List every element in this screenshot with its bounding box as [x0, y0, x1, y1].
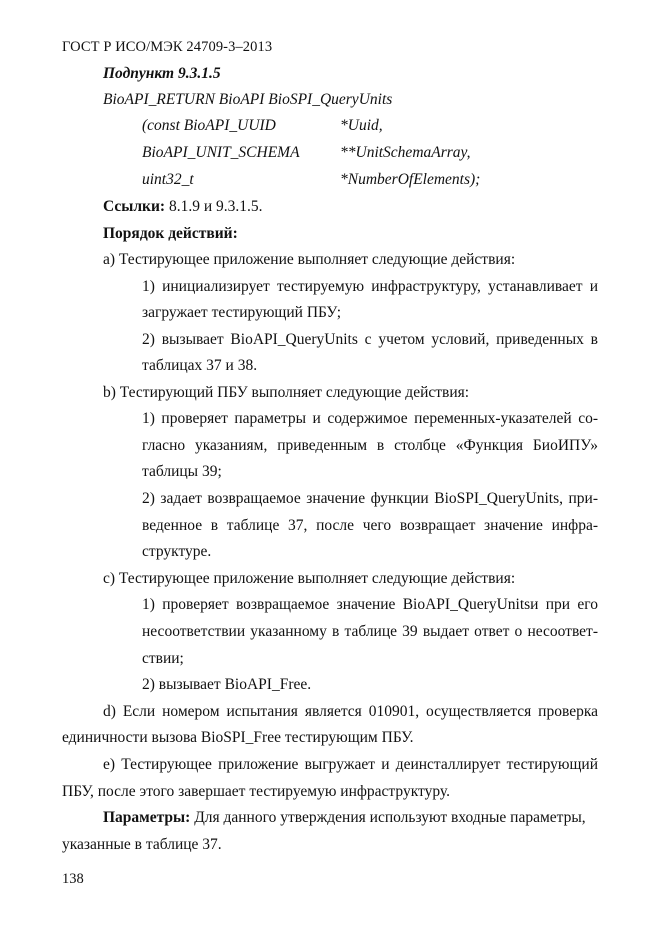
param-type: (const BioAPI_UUID: [142, 117, 276, 134]
step-d-cont: единичности вызова BioSPI_Free тестирующим ПБУ.: [62, 729, 414, 746]
step-a-item-2-cont: таблицах 37 и 38.: [142, 357, 258, 374]
step-e-cont: ПБУ, после этого завершает тестируемую инфраструктуру.: [62, 783, 450, 800]
param-name: **UnitSchemaArray,: [340, 144, 471, 161]
page-number: 138: [62, 871, 84, 887]
step-a-item-1: 1) инициализирует тестируемую инфраструктуру, устанавливает и: [142, 278, 598, 295]
references-line: [103, 197, 263, 217]
param-name: *Uuid,: [340, 117, 383, 134]
parameters-text: Для данного утверждения используют входные параметры,: [194, 809, 586, 826]
step-d: d) Если номером испытания является 010901, осуществляется проверка: [103, 703, 598, 720]
param-type: uint32_t: [142, 171, 194, 188]
function-signature: BioAPI_RETURN BioAPI BioSPI_QueryUnits: [103, 91, 393, 108]
step-c-item-2: 2) вызывает BioAPI_Free.: [142, 676, 312, 693]
param-type: BioAPI_UNIT_SCHEMA: [142, 144, 300, 161]
step-a-intro: a) Тестирующее приложение выполняет следующие действия:: [103, 251, 516, 268]
references-label: Ссылки:: [103, 198, 166, 215]
step-b-item-2-end: структуре.: [142, 543, 212, 560]
procedure-heading: Порядок действий:: [103, 225, 238, 242]
step-c-intro: c) Тестирующее приложение выполняет следующие действия:: [103, 570, 516, 587]
step-c-item-1-end: ствии;: [142, 650, 184, 667]
step-b-item-2-cont: веденное в таблице 37, после чего возвращает значение инфра-: [142, 517, 598, 534]
step-b-item-2: 2) задает возвращаемое значение функции BioSPI_QueryUnits, при-: [142, 490, 598, 507]
step-b-intro: b) Тестирующий ПБУ выполняет следующие действия:: [103, 384, 470, 401]
parameters-line: [103, 808, 586, 828]
parameters-cont: указанные в таблице 37.: [62, 836, 222, 853]
step-b-item-1: 1) проверяет параметры и содержимое переменных-указателей со-: [142, 410, 598, 427]
param-name: *NumberOfElements);: [340, 171, 481, 188]
step-e: e) Тестирующее приложение выгружает и деинсталлирует тестирующий: [103, 756, 598, 773]
step-c-item-1: 1) проверяет возвращаемое значение BioAPI_QueryUnitsи при его: [142, 596, 598, 613]
step-b-item-1-cont: гласно указаниям, приведенным в столбце «Функция БиоИПУ»: [142, 437, 598, 454]
step-c-item-1-cont: несоответствии указанному в таблице 39 выдает ответ о несоответ-: [142, 623, 598, 640]
parameters-label: Параметры:: [103, 809, 191, 826]
step-a-item-1-cont: загружает тестирующий ПБУ;: [142, 304, 342, 321]
step-b-item-1-end: таблицы 39;: [142, 463, 222, 480]
subclause-title: Подпункт 9.3.1.5: [103, 65, 221, 82]
step-a-item-2: 2) вызывает BioAPI_QueryUnits с учетом условий, приведенных в: [142, 331, 598, 348]
references-text: 8.1.9 и 9.3.1.5.: [168, 198, 263, 215]
document-header: ГОСТ Р ИСО/МЭК 24709-3–2013: [62, 39, 273, 55]
